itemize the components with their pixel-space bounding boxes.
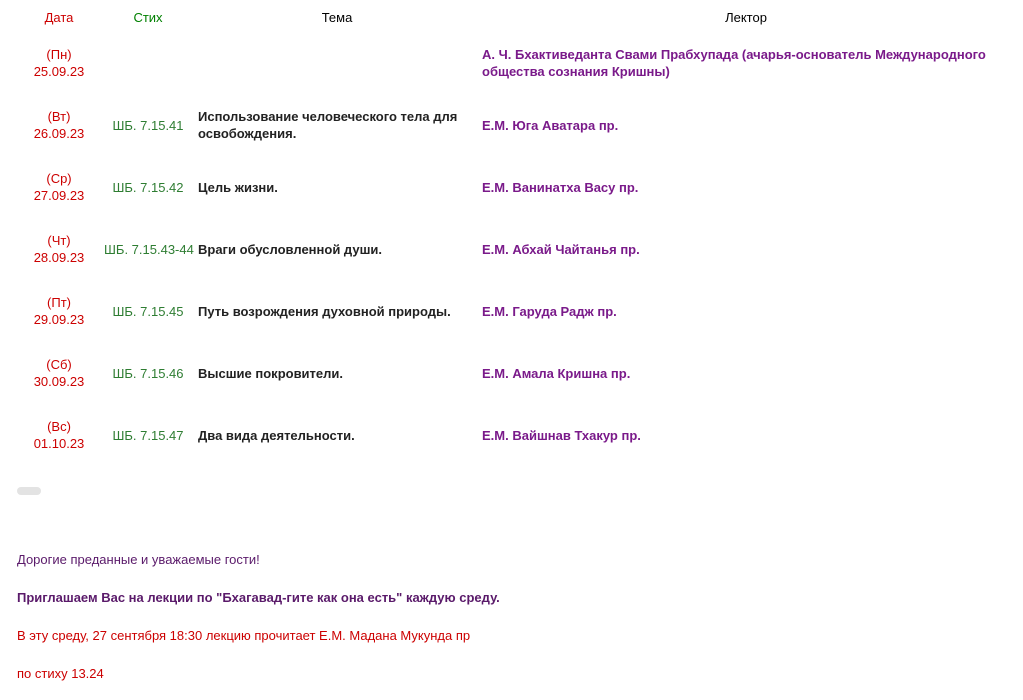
notice-verse: по стиху 13.24 [17,666,104,681]
date: 26.09.23 [33,126,85,141]
date-cell [14,94,104,156]
lecture-schedule-table [14,2,1010,466]
table-row [14,32,1010,94]
header-verse: Стих [133,9,163,25]
date: 27.09.23 [33,188,85,203]
verse-cell [104,32,192,94]
notice-greeting: Дорогие преданные и уважаемые гости! [17,552,260,567]
weekday: (Сб) [46,357,72,372]
topic-cell: Путь возрождения духовной природы. [198,303,451,319]
date-cell [14,218,104,280]
weekday: (Чт) [47,233,71,248]
date: 01.10.23 [33,436,85,451]
lecturer-cell: Е.М. Гаруда Радж пр. [482,303,617,319]
weekday: (Пт) [47,295,71,310]
table-row [14,156,1010,218]
lecturer-cell: Е.М. Вайшнав Тхакур пр. [482,427,641,443]
table-row [14,94,1010,156]
verse-cell: ШБ. 7.15.43-44 [104,241,194,257]
header-topic: Тема [321,9,353,25]
table-row [14,404,1010,466]
weekday: (Вт) [47,109,71,124]
date-cell [14,342,104,404]
table-row [14,218,1010,280]
header-date: Дата [44,9,74,25]
verse-cell: ШБ. 7.15.45 [112,303,184,319]
date-cell [14,280,104,342]
date-cell [14,32,104,94]
verse-cell: ШБ. 7.15.46 [112,365,184,381]
verse-cell: ШБ. 7.15.47 [112,427,184,443]
topic-cell: Враги обусловленной души. [198,241,383,257]
lecturer-cell: Е.М. Ванинатха Васу пр. [482,179,639,195]
weekday: (Вс) [47,419,71,434]
date: 29.09.23 [33,312,85,327]
date: 30.09.23 [33,374,85,389]
topic-cell: Цель жизни. [198,179,278,195]
date-cell [14,156,104,218]
horizontal-scrollbar[interactable] [17,487,41,495]
topic-cell: Два вида деятельности. [198,427,355,443]
verse-cell: ШБ. 7.15.42 [112,179,184,195]
lecturer-cell: Е.М. Амала Кришна пр. [482,365,631,381]
lecturer-cell: Е.М. Юга Аватара пр. [482,117,619,133]
table-header-row [14,2,1010,32]
weekday: (Ср) [46,171,72,186]
date: 28.09.23 [33,250,85,265]
notice-this-wednesday: В эту среду, 27 сентября 18:30 лекцию прочитает Е.М. Мадана Мукунда пр [17,628,471,643]
topic-cell [192,32,482,94]
weekday: (Пн) [46,47,72,62]
topic-cell: Использование человеческого тела для освобождения. [198,109,458,141]
table-row [14,280,1010,342]
notice-invitation: Приглашаем Вас на лекции по "Бхагавад-гите как она есть" каждую среду. [17,590,500,605]
verse-cell: ШБ. 7.15.41 [112,117,184,133]
date-cell [14,404,104,466]
table-row [14,342,1010,404]
date: 25.09.23 [33,64,85,79]
topic-cell: Высшие покровители. [198,365,344,381]
lecturer-cell: Е.М. Абхай Чайтанья пр. [482,241,640,257]
lecturer-cell: А. Ч. Бхактиведанта Свами Прабхупада (ачарья-основатель Международного общества сознания Кришны) [482,47,986,79]
header-lecturer: Лектор [725,9,767,25]
